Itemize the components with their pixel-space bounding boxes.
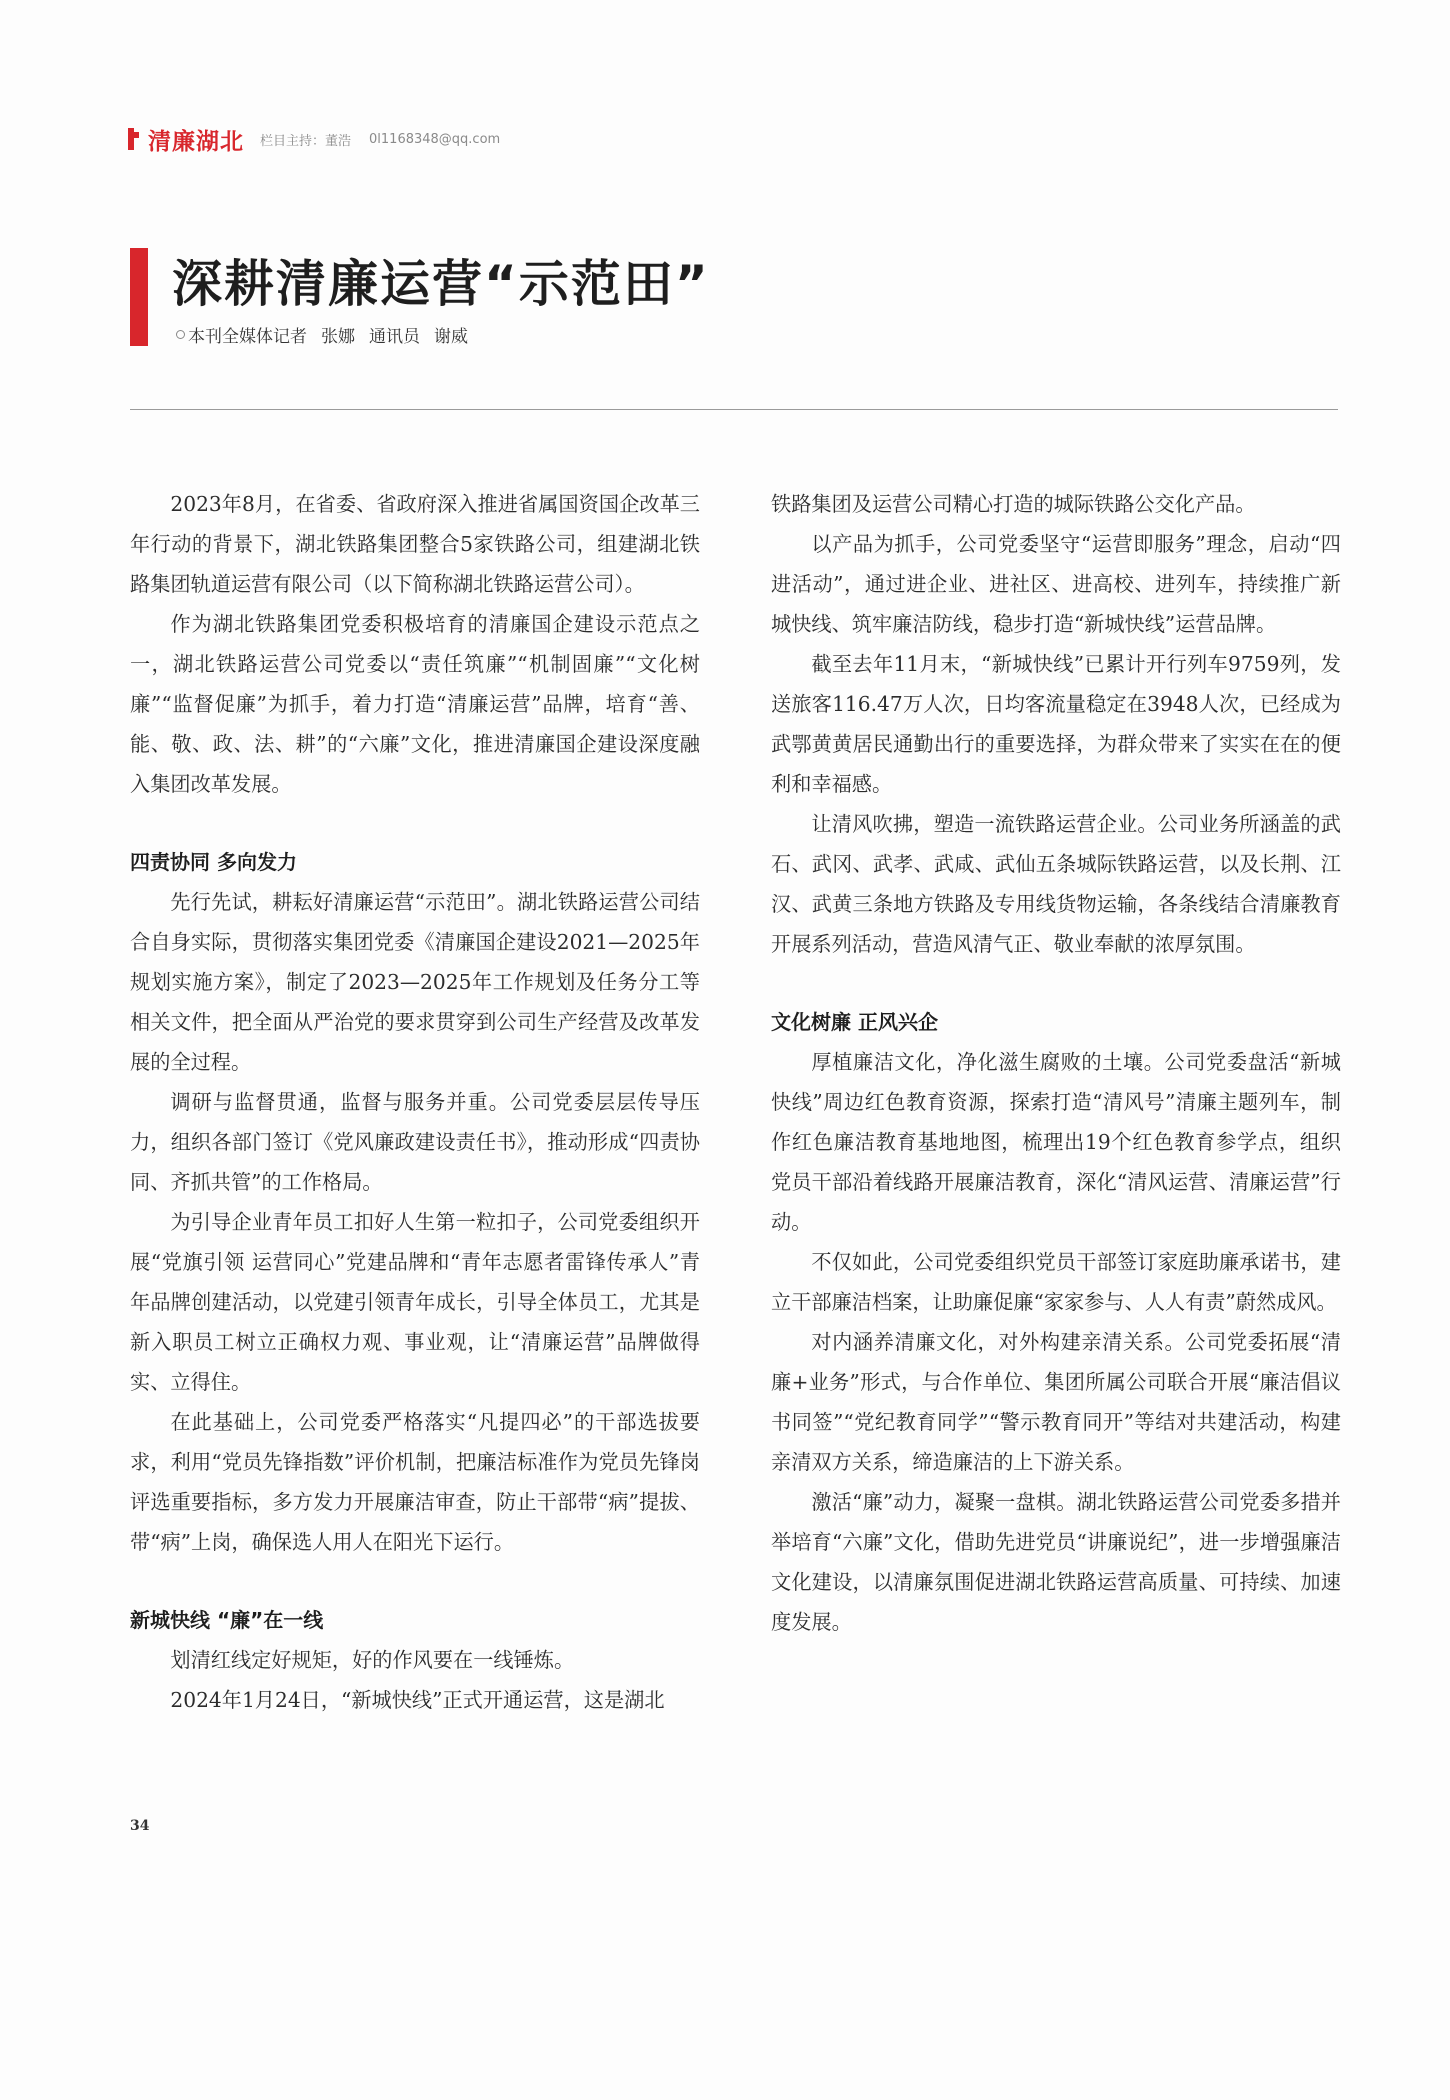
header-divider: [130, 409, 1338, 410]
paragraph: 对内涵养清廉文化，对外构建亲清关系。公司党委拓展“清廉+业务”形式，与合作单位、集团所属公司联合开展“廉洁倡议书同签”“党纪教育同学”“警示教育同开”等结对共建活动，构建亲清双方关系，缔造廉洁的上下游关系。: [771, 1330, 1341, 1474]
paragraph: 激活“廉”动力，凝聚一盘棋。湖北铁路运营公司党委多措并举培育“六廉”文化，借助先进党员“讲廉说纪”，进一步增强廉洁文化建设，以清廉氛围促进湖北铁路运营高质量、可持续、加速度发展。: [771, 1490, 1341, 1634]
section-heading: 新城快线 “廉”在一线: [130, 1608, 324, 1632]
column-name: 清廉湖北: [148, 128, 244, 155]
paragraph: 在此基础上，公司党委严格落实“凡提四必”的干部选拔要求，利用“党员先锋指数”评价机制，把廉洁标准作为党员先锋岗评选重要指标，多方发力开展廉洁审查，防止干部带“病”提拔、带“病”上岗，确保选人用人在阳光下运行。: [130, 1410, 700, 1554]
paragraph: 为引导企业青年员工扣好人生第一粒扣子，公司党委组织开展“党旗引领 运营同心”党建品牌和“青年志愿者雷锋传承人”青年品牌创建活动，以党建引领青年成长，引导全体员工，尤其是新入职员工树立正确权力观、事业观，让“清廉运营”品牌做得实、立得住。: [130, 1210, 700, 1394]
section-heading: 文化树廉 正风兴企: [771, 1010, 938, 1034]
paragraph: 划清红线定好规矩，好的作风要在一线锤炼。: [170, 1648, 575, 1672]
paragraph: 不仅如此，公司党委组织党员干部签订家庭助廉承诺书，建立干部廉洁档案，让助廉促廉“家家参与、人人有责”蔚然成风。: [771, 1250, 1341, 1314]
left-column: [130, 484, 700, 1720]
section-heading: 四责协同 多向发力: [130, 850, 297, 874]
paragraph: 截至去年11月末，“新城快线”已累计开行列车9759列，发送旅客116.47万人次，日均客流量稳定在3948人次，已经成为武鄂黄黄居民通勤出行的重要选择，为群众带来了实实在在的便利和幸福感。: [771, 652, 1341, 796]
paragraph: 让清风吹拂，塑造一流铁路运营企业。公司业务所涵盖的武石、武冈、武孝、武咸、武仙五条城际铁路运营，以及长荆、江汉、武黄三条地方铁路及专用线货物运输，各条线结合清廉教育开展系列活动，营造风清气正、敬业奉献的浓厚氛围。: [771, 812, 1341, 956]
byline-name-reporter: 张娜: [321, 327, 355, 347]
byline: [176, 322, 468, 347]
paragraph: 作为湖北铁路集团党委积极培育的清廉国企建设示范点之一，湖北铁路运营公司党委以“责任筑廉”“机制固廉”“文化树廉”“监督促廉”为抓手，着力打造“清廉运营”品牌，培育“善、能、敬、政、法、耕”的“六廉”文化，推进清廉国企建设深度融入集团改革发展。: [130, 612, 700, 796]
magazine-header: [128, 124, 500, 154]
column-flag-icon: [128, 128, 134, 150]
byline-role-correspondent: 通讯员: [369, 327, 420, 347]
paragraph: 2023年8月，在省委、省政府深入推进省属国资国企改革三年行动的背景下，湖北铁路集团整合5家铁路公司，组建湖北铁路集团轨道运营有限公司（以下简称湖北铁路运营公司）。: [130, 492, 700, 596]
page-number: 34: [130, 1818, 150, 1834]
article-title: 深耕清廉运营“示范田”: [172, 255, 710, 313]
byline-name-correspondent: 谢威: [434, 327, 468, 347]
title-accent-bar: [130, 248, 148, 346]
paragraph: 调研与监督贯通，监督与服务并重。公司党委层层传导压力，组织各部门签订《党风廉政建设责任书》，推动形成“四责协同、齐抓共管”的工作格局。: [130, 1090, 700, 1194]
paragraph: 2024年1月24日，“新城快线”正式开通运营，这是湖北: [170, 1688, 665, 1712]
column-email: 0l1168348@qq.com: [369, 131, 501, 147]
column-editor: 栏目主持：董浩: [260, 133, 352, 149]
byline-circle-icon: [176, 330, 185, 339]
byline-role-reporter: 本刊全媒体记者: [188, 327, 307, 347]
paragraph: 厚植廉洁文化，净化滋生腐败的土壤。公司党委盘活“新城快线”周边红色教育资源，探索打造“清风号”清廉主题列车，制作红色廉洁教育基地地图，梳理出19个红色教育参学点，组织党员干部沿着线路开展廉洁教育，深化“清风运营、清廉运营”行动。: [771, 1050, 1341, 1234]
paragraph-continued: 铁路集团及运营公司精心打造的城际铁路公交化产品。: [771, 492, 1256, 516]
paragraph: 先行先试，耕耘好清廉运营“示范田”。湖北铁路运营公司结合自身实际，贯彻落实集团党委《清廉国企建设2021—2025年规划实施方案》，制定了2023—2025年工作规划及任务分工等相关文件，把全面从严治党的要求贯穿到公司生产经营及改革发展的全过程。: [130, 890, 700, 1074]
right-column: [771, 484, 1341, 1642]
paragraph: 以产品为抓手，公司党委坚守“运营即服务”理念，启动“四进活动”，通过进企业、进社区、进高校、进列车，持续推广新城快线、筑牢廉洁防线，稳步打造“新城快线”运营品牌。: [771, 532, 1341, 636]
